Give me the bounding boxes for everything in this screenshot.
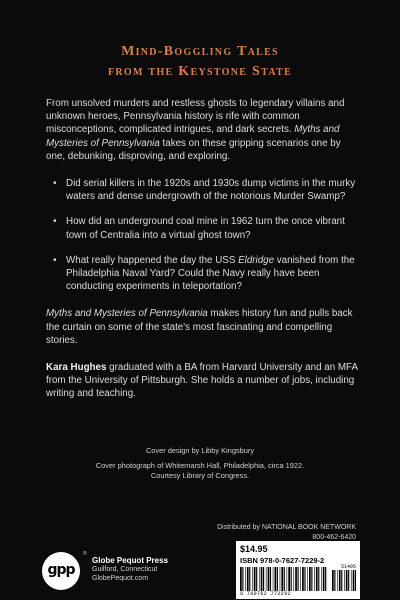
blurb bbox=[46, 97, 358, 415]
registered-mark: ® bbox=[83, 551, 87, 557]
barcode-digits: 9 780762 772292 bbox=[240, 591, 292, 597]
list-item bbox=[62, 177, 358, 203]
price: $14.95 bbox=[240, 544, 268, 554]
headline bbox=[0, 42, 400, 82]
question-list bbox=[46, 177, 358, 293]
publisher-city: Guilford, Connecticut bbox=[92, 566, 158, 573]
cover-photo-credit-line-2: Courtesy Library of Congress. bbox=[150, 471, 250, 480]
distributor-phone: 800-462-6420 bbox=[312, 533, 356, 541]
barcode-icon bbox=[240, 567, 328, 591]
publisher-logo bbox=[42, 552, 80, 590]
question-eldridge-start: What really happened the day the USS bbox=[66, 254, 239, 266]
publisher-info bbox=[92, 556, 168, 583]
question-murder-swamp: Did serial killers in the 1920s and 1930s dump victims in the murky waters and dense undergrowth of the notorious Murder Swamp? bbox=[66, 178, 356, 203]
author-name: Kara Hughes bbox=[46, 362, 107, 374]
list-item bbox=[62, 254, 358, 294]
price-code: 51495 bbox=[340, 564, 356, 570]
price-barcode-icon bbox=[332, 570, 356, 591]
distributor-info bbox=[217, 523, 356, 542]
publisher-logo-text: gpp bbox=[47, 562, 75, 578]
question-centralia: How did an underground coal mine in 1962 turn the once vibrant town of Centralia into a virtual ghost town? bbox=[66, 216, 345, 241]
publisher-name: Globe Pequot Press bbox=[92, 556, 169, 565]
cover-design-credit: Cover design by Libby Kingsbury bbox=[145, 446, 255, 455]
closing-paragraph bbox=[46, 307, 358, 347]
barcode-box bbox=[236, 541, 360, 599]
ship-name: Eldridge bbox=[238, 254, 275, 266]
intro-text: From unsolved murders and restless ghosts to legendary villains and unknown heroes, Pennsylvania history is rife with common misconceptions, complicated intrigues, and dark secrets. bbox=[46, 98, 345, 136]
headline-line-2: from the Keystone State bbox=[107, 64, 293, 79]
intro-book-title: Myths and Mysteries of Pennsylvania bbox=[46, 124, 340, 149]
publisher-website: GlobePequot.com bbox=[92, 575, 149, 582]
closing-book-title: Myths and Mysteries of Pennsylvania bbox=[46, 308, 208, 320]
question-eldridge-end: vanished from the Philadelphia Naval Yard? Could the Navy really have been conducting experiments in teleportation? bbox=[66, 254, 355, 293]
intro-paragraph bbox=[46, 97, 358, 163]
closing-text: makes history fun and pulls back the curtain on some of the state's most fascinating and compelling stories. bbox=[46, 308, 353, 346]
author-bio-text: graduated with a BA from Harvard University and an MFA from the University of Pittsburgh. She holds a number of jobs, including writing and teaching. bbox=[46, 362, 358, 400]
headline-line-1: Mind-Boggling Tales bbox=[121, 44, 279, 59]
cover-credits bbox=[0, 446, 400, 481]
intro-text-end: takes on these gripping scenarios one by one, debunking, disproving, and exploring. bbox=[46, 137, 341, 162]
cover-photo-credit-line-1: Cover photograph of Whitemarsh Hall, Philadelphia, circa 1922. bbox=[95, 461, 305, 470]
distributor-name: Distributed by NATIONAL BOOK NETWORK bbox=[217, 524, 356, 531]
author-bio bbox=[46, 361, 358, 401]
list-item bbox=[62, 215, 358, 241]
isbn: ISBN 978-0-7627-7229-2 bbox=[240, 556, 325, 565]
